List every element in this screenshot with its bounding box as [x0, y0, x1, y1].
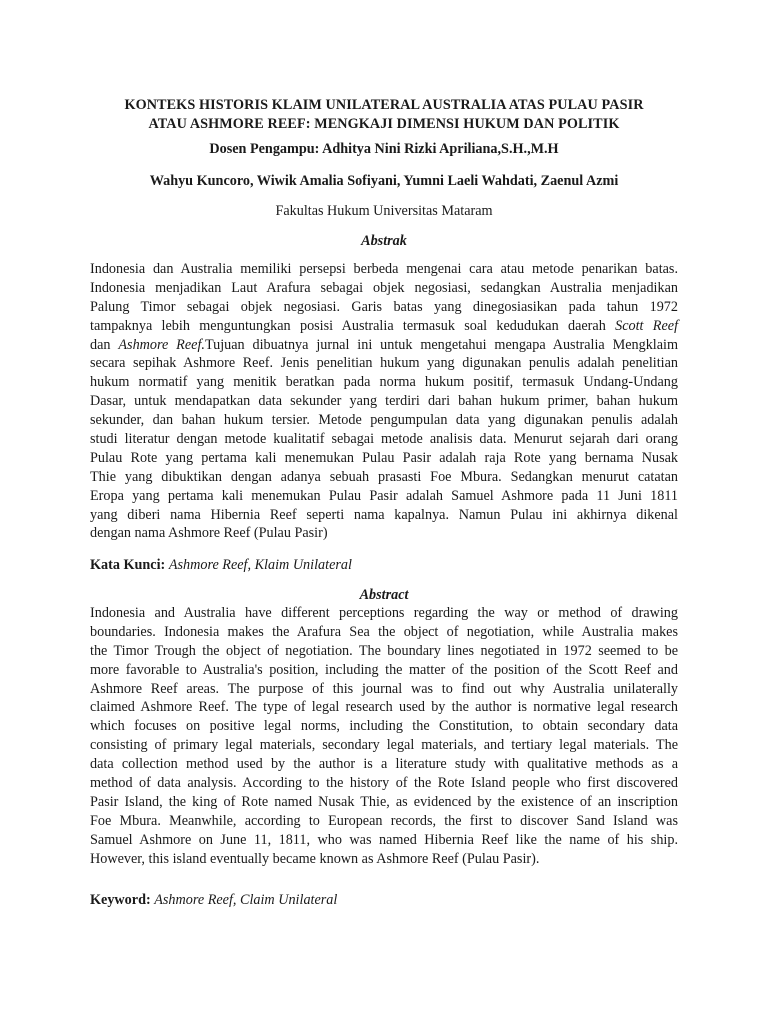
abstract-body — [90, 604, 678, 868]
abstract-line: data collection method used by the author is a literature study with qualitative methods as a — [90, 756, 678, 773]
abstrak-line — [90, 317, 678, 336]
keyword — [90, 891, 678, 910]
abstract-line: the Timor Trough the object of negotiation. The boundary lines negotiated in 1972 seemed to be — [90, 642, 678, 659]
kata-kunci — [90, 556, 678, 575]
abstrak-line-text: tampaknya lebih menguntungkan posisi Australia termasuk soal kedudukan daerah — [90, 317, 606, 334]
kata-kunci-label: Kata Kunci: — [90, 557, 166, 573]
keyword-value: Ashmore Reef, Claim Unilateral — [154, 892, 338, 908]
abstract-line: claimed Ashmore Reef. The type of legal research used by the author is normative legal research — [90, 699, 678, 716]
abstract-line: Pasir Island, the king of Rote named Nusak Thie, as evidenced by the existence of an inscription — [90, 793, 678, 810]
authors-line: Wahyu Kuncoro, Wiwik Amalia Sofiyani, Yumni Laeli Wahdati, Zaenul Azmi — [149, 173, 619, 189]
abstract-line: Ashmore Reef areas. The purpose of this journal was to find out why Australia unilaterally — [90, 680, 678, 697]
abstract-line: Indonesia and Australia have different perceptions regarding the way or method of drawing — [90, 605, 678, 621]
abstrak-body — [90, 260, 678, 543]
title-line-2: ATAU ASHMORE REEF: MENGKAJI DIMENSI HUKUM DAN POLITIK — [148, 116, 620, 132]
abstrak-line: Indonesia dan Australia memiliki persepsi berbeda mengenai cara atau metode penarikan batas. — [90, 261, 678, 277]
abstrak-line: Thie yang dibuktikan dengan adanya sebuah prasasti Foe Mbura. Sedangkan menurut catatan — [90, 468, 678, 485]
abstract-line: Samuel Ashmore on June 11, 1811, who was named Hibernia Reef like the name of his ship. — [90, 831, 678, 848]
abstract-line: However, this island eventually became known as Ashmore Reef (Pulau Pasir). — [90, 850, 540, 867]
paper-title — [90, 96, 678, 134]
abstract-line: consisting of primary legal materials, secondary legal materials, and tertiary legal materials. The — [90, 737, 678, 754]
affiliation-line: Fakultas Hukum Universitas Mataram — [275, 203, 493, 219]
abstrak-line: yang diberi nama Hibernia Reef seperti nama kapalnya. Namun Pulau ini akhirnya dikenal — [90, 506, 678, 523]
supervisor-line: Dosen Pengampu: Adhitya Nini Rizki Apriliana,S.H.,M.H — [209, 141, 559, 157]
abstrak-heading: Abstrak — [361, 233, 407, 249]
abstrak-line — [90, 336, 678, 355]
abstrak-line: Pulau Rote yang pertama kali menemukan Pulau Pasir adalah raja Rote yang bernama Nusak — [90, 449, 678, 466]
abstract-line: method of data analysis. According to the history of the Rote Island people who first discovered — [90, 775, 678, 792]
abstrak-line-text: dan — [90, 336, 111, 353]
abstrak-line: studi literatur dengan metode kualitatif sebagai metode analisis data. Menurut sejarah dari orang — [90, 431, 678, 448]
abstrak-line: secara sepihak Ashmore Reef. Jenis penelitian hukum yang digunakan penulis adalah penelitian — [90, 355, 678, 372]
abstrak-line-text: Tujuan dibuatnya jurnal ini untuk mengetahui mengapa Australia Mengklaim — [204, 336, 679, 353]
abstrak-line: hukum normatif yang menitik beratkan pada norma hukum positif, termasuk Undang-Undang — [90, 374, 678, 391]
abstract-heading: Abstract — [359, 587, 409, 603]
kata-kunci-value: Ashmore Reef, Klaim Unilateral — [168, 557, 352, 573]
abstract-line: more favorable to Australia's position, including the matter of the position of the Scott Reef and — [90, 661, 678, 678]
abstract-line: Foe Mbura. Meanwhile, according to European records, the first to discover Sand Island was — [90, 812, 678, 829]
abstrak-line: Dasar, untuk mendapatkan data sekunder yang terdiri dari bahan hukum primer, bahan hukum — [90, 393, 678, 410]
abstract-line: which focuses on positive legal norms, including the Constitution, to obtain secondary data — [90, 718, 678, 735]
keyword-label: Keyword: — [90, 892, 151, 908]
title-line-1: KONTEKS HISTORIS KLAIM UNILATERAL AUSTRALIA ATAS PULAU PASIR — [124, 97, 644, 113]
abstrak-line: Indonesia menjadikan Laut Arafura sebagai objek negosiasi, sedangkan Australia menjadikan — [90, 279, 678, 296]
italic-scott-reef: Scott Reef — [615, 317, 679, 334]
abstrak-line: sekunder, dan bahan hukum tersier. Metode pengumpulan data yang digunakan penulis adalah — [90, 412, 678, 429]
abstract-line: boundaries. Indonesia makes the Arafura Sea the object of negotiation, while Australia makes — [90, 623, 678, 640]
abstrak-line: Eropa yang pertama kali menemukan Pulau Pasir adalah Samuel Ashmore pada 11 Juni 1811 — [90, 487, 678, 504]
abstrak-line: Palung Timor sebagai objek negosiasi. Garis batas yang dinegosiasikan pada tahun 1972 — [90, 298, 678, 315]
italic-ashmore-reef: Ashmore Reef. — [118, 336, 205, 353]
abstrak-line: dengan nama Ashmore Reef (Pulau Pasir) — [90, 525, 328, 542]
